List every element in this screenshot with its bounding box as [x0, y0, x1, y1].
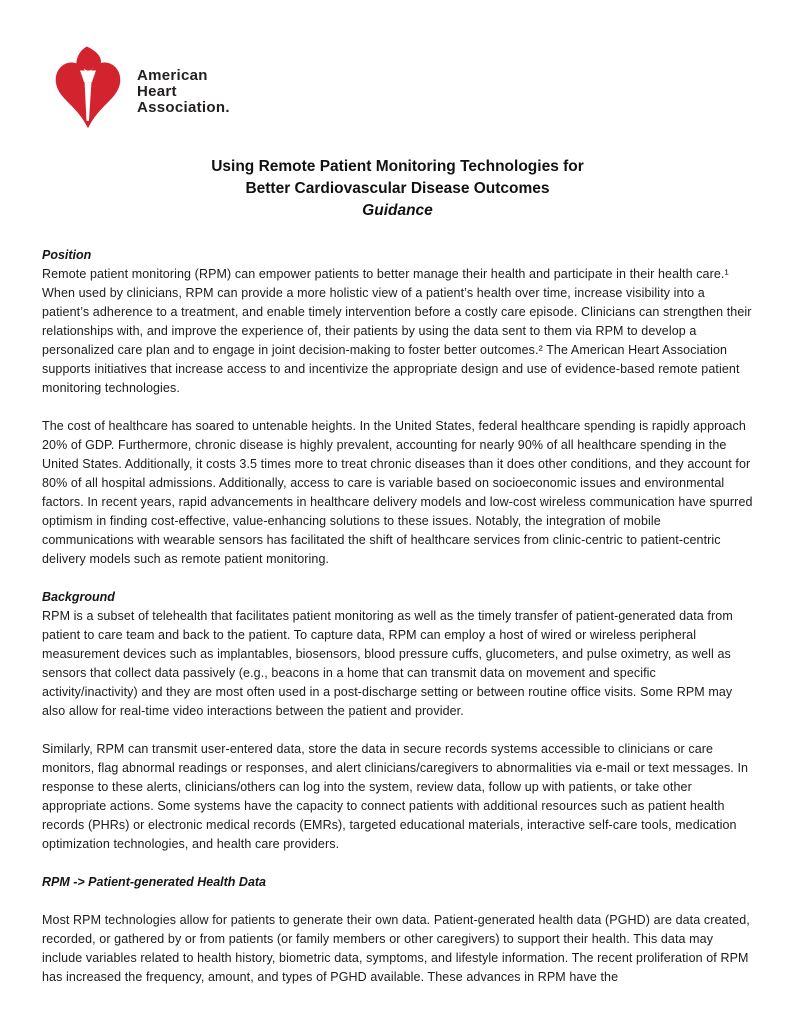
paragraph: Remote patient monitoring (RPM) can empower patients to better manage their health and participate in their health care.¹ When used by clinicians, RPM can provide a more holistic view of a patient’s health over time, increase visibility into a patient’s adherence to a treatment, and enable timely intervention before a costly care episode. Clinicians can strengthen their relationships with, and improve the experience of, their patients by using the data sent to them via RPM to develop a personalized care plan and to engage in joint decision-making to foster better outcomes.² The American Heart Association supports initiatives that increase access to and incentivize the appropriate design and use of evidence-based remote patient monitoring technologies.	[42, 267, 752, 395]
aha-logo	[48, 42, 753, 142]
paragraph: Similarly, RPM can transmit user-entered data, store the data in secure records systems accessible to clinicians or care monitors, flag abnormal readings or responses, and alert clinicians/caregivers to abnormalities via e-mail or text messages. In response to these alerts, clinicians/others can log into the system, review data, follow up with patients, or take other appropriate actions. Some systems have the capacity to connect patients with additional resources such as patient health records (PHRs) or electronic medical records (EMRs), targeted educational materials, interactive self-care tools, medication optimization technologies, and health care providers.	[42, 742, 749, 851]
logo-word-heart: Heart	[137, 83, 177, 100]
section-heading-position: Position	[42, 248, 92, 262]
section-position	[42, 246, 753, 569]
paragraph: The cost of healthcare has soared to untenable heights. In the United States, federal healthcare spending is rapidly approach 20% of GDP. Furthermore, chronic disease is highly prevalent, accounting for nearly 90% of all healthcare spending in the United States. Additionally, it costs 3.5 times more to treat chronic diseases than it does other conditions, and they account for 80% of all hospital admissions. Additionally, access to care is variable based on socioeconomic issues and environmental factors. In recent years, rapid advancements in healthcare delivery models and low-cost wireless communication have spurred optimism in finding cost-effective, value-enhancing solutions to these issues. Notably, the integration of mobile communications with wearable sensors has facilitated the shift of healthcare services from clinic-centric to patient-centric delivery models such as remote patient monitoring.	[42, 419, 753, 566]
title-line-2: Better Cardiovascular Disease Outcomes	[245, 180, 550, 197]
section-heading-background: Background	[42, 590, 115, 604]
title-line-1: Using Remote Patient Monitoring Technologies for	[211, 158, 584, 175]
paragraph: RPM is a subset of telehealth that facilitates patient monitoring as well as the timely transfer of patient-generated data from patient to care team and back to the patient. To capture data, RPM can employ a host of wired or wireless peripheral measurement devices such as implantables, biosensors, blood pressure cuffs, glucometers, and pulse oximetry, as well as sensors that collect data passively (e.g., beacons in a home that can transmit data on movement and specific activity/inactivity) and they are most often used in a post-discharge setting or between routine office visits. Some RPM may also allow for real-time video interactions between the patient and provider.	[42, 609, 733, 718]
section-background	[42, 588, 753, 854]
logo-word-association: Association.	[137, 99, 230, 116]
logo-wordmark	[137, 68, 230, 116]
section-rpm-pghd	[42, 873, 753, 987]
paragraph: Most RPM technologies allow for patients to generate their own data. Patient-generated health data (PGHD) are data created, recorded, or gathered by or from patients (or family members or other caregivers) to support their health. This data may include variables related to health history, biometric data, symptoms, and lifestyle information. The recent proliferation of RPM has increased the frequency, amount, and types of PGHD available. These advances in RPM have the	[42, 913, 750, 984]
document-title	[42, 156, 753, 222]
section-heading-rpm-pghd: RPM -> Patient-generated Health Data	[42, 875, 267, 889]
document-body	[42, 246, 753, 987]
logo-word-american: American	[137, 67, 208, 84]
heart-torch-icon	[48, 43, 128, 141]
title-line-guidance: Guidance	[362, 202, 433, 219]
